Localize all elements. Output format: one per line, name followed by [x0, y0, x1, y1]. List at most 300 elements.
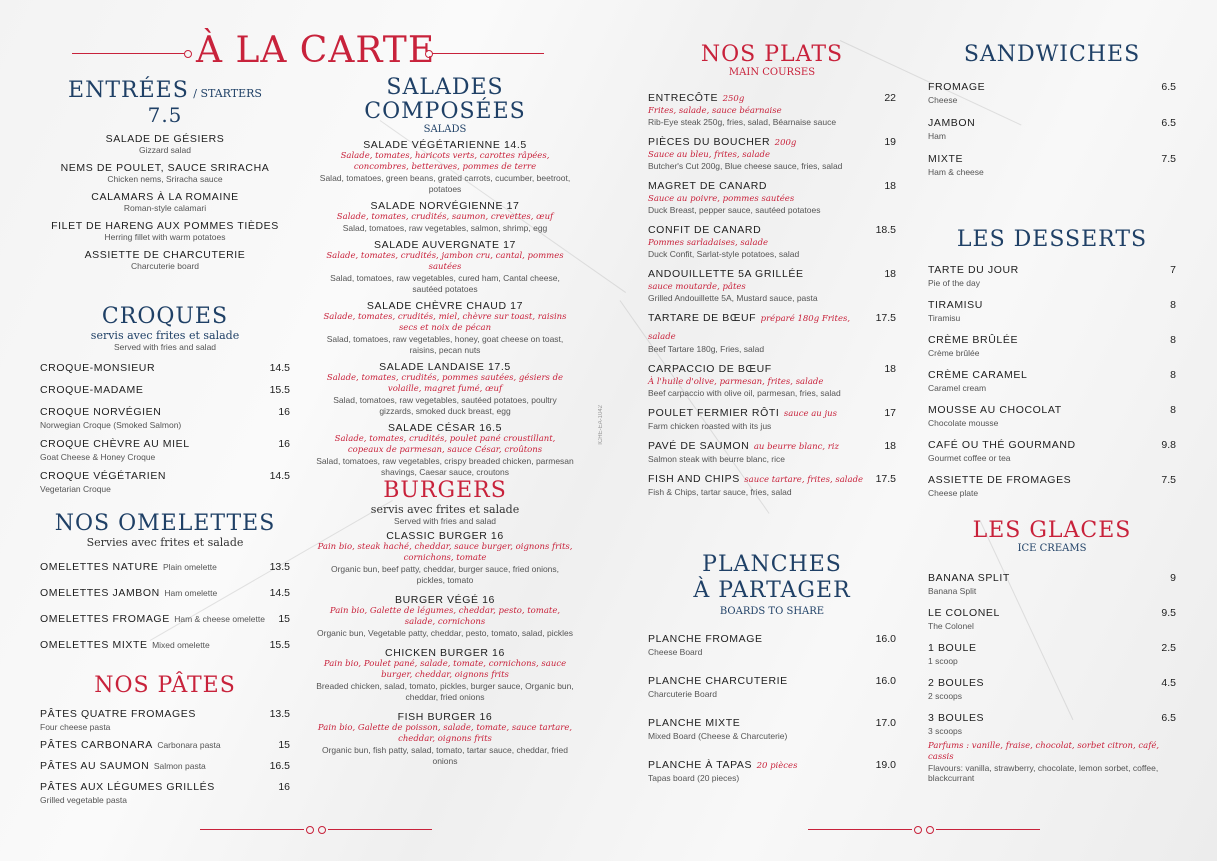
list-item	[648, 671, 896, 699]
croques-subtitle: servis avec frites et salade	[90, 329, 240, 342]
list-item	[928, 673, 1176, 701]
entrees-title-suffix: / STARTERS	[193, 87, 262, 100]
item-label	[648, 629, 763, 647]
item-name: CRÈME CARAMEL	[928, 369, 1028, 381]
croques-section	[30, 304, 300, 498]
item-desc: Frites, salade, sauce béarnaise	[648, 106, 782, 116]
item-sub: Ham	[928, 131, 946, 141]
item-sub: Tiramisu	[928, 313, 961, 323]
item-price: 16	[278, 781, 290, 793]
item-price: 8	[1170, 299, 1176, 311]
list-item	[928, 295, 1176, 323]
item-name: 2 BOULES	[928, 677, 985, 689]
item-sub: Salmon pasta	[153, 761, 206, 771]
item-sub: Ham & cheese	[928, 167, 984, 177]
item-desc: À l'huile d'olive, parmesan, frites, salade	[648, 377, 824, 387]
list-item	[316, 300, 574, 356]
list-item	[316, 647, 574, 703]
item-label	[928, 673, 984, 691]
item-sub: Rib-Eye steak 250g, fries, salad, Béarnaise sauce	[648, 117, 837, 127]
list-item	[648, 132, 896, 171]
item-sub: Salad, tomatoes, raw vegetables, sautéed potatoes, poultry gizzards, smoked duck breast, egg	[333, 395, 557, 416]
item-desc: Pain bio, Poulet pané, salade, tomate, cornichons, sauce burger, cheddar, oignons frits	[323, 659, 567, 680]
list-item	[928, 708, 1176, 736]
item-row	[648, 88, 896, 106]
plats-subtitle: MAIN COURSES	[728, 67, 816, 78]
item-sub: Plain omelette	[162, 562, 217, 572]
item-sub: Fish & Chips, tartar sauce, fries, salad	[648, 487, 792, 497]
list-item	[928, 149, 1176, 177]
plats-section	[648, 42, 896, 502]
item-sub: Salad, tomatoes, raw vegetables, crispy breaded chicken, parmesan shavings, Caesar sauce, croutons	[316, 456, 574, 477]
item-sub: Cheese plate	[928, 488, 979, 498]
glaces-flavours-fr: Parfums : vanille, fraise, chocolat, sorbet citron, café, cassis	[928, 741, 1160, 762]
item-sub: Vegetarian Croque	[40, 484, 111, 494]
item-name-suffix: sauce au jus	[783, 409, 837, 419]
item-desc: Salade, tomates, crudités, jambon cru, cantal, pommes sautées	[326, 251, 564, 272]
list-item	[648, 308, 896, 354]
list-item	[648, 629, 896, 657]
list-item	[928, 260, 1176, 288]
item-label	[648, 755, 797, 773]
item-sub: Mixed omelette	[152, 640, 210, 650]
sandwiches-title: SANDWICHES	[963, 42, 1141, 67]
list-item	[316, 530, 574, 586]
list-item	[648, 713, 896, 741]
item-name-suffix: sauce tartare, frites, salade	[744, 475, 864, 485]
item-name: PLANCHE À TAPAS	[648, 759, 753, 771]
item-name: CAFÉ OU THÉ GOURMAND	[928, 439, 1076, 451]
list-item	[40, 609, 290, 627]
item-row	[928, 260, 1176, 278]
item-label	[928, 470, 1071, 488]
item-sub: Salad, tomatoes, green beans, grated carrots, cucumber, beetroot, potatoes	[319, 173, 571, 194]
list-item	[928, 113, 1176, 141]
item-name: 3 BOULES	[928, 712, 985, 724]
item-label	[40, 358, 155, 376]
item-label	[648, 671, 788, 689]
item-row	[40, 434, 290, 452]
glaces-subtitle: ICE CREAMS	[1017, 543, 1087, 554]
list-item	[648, 755, 896, 783]
item-name: SALADE LANDAISE 17.5	[379, 361, 511, 373]
list-item	[648, 403, 896, 431]
list-item	[40, 466, 290, 494]
item-name: FROMAGE	[928, 81, 986, 93]
item-desc: Sauce au bleu, frites, salade	[648, 150, 770, 160]
item-label	[40, 635, 210, 653]
list-item	[40, 402, 290, 430]
item-name: MIXTE	[928, 153, 964, 165]
burgers-subtitle: servis avec frites et salade	[370, 503, 520, 516]
list-item	[928, 568, 1176, 596]
pates-section	[30, 673, 300, 808]
item-name: PLANCHE MIXTE	[648, 717, 741, 729]
item-name: PÂTES QUATRE FROMAGES	[40, 708, 196, 720]
item-name: CROQUE NORVÉGIEN	[40, 406, 162, 418]
item-row	[40, 756, 290, 774]
item-name: LE COLONEL	[928, 607, 1000, 619]
list-item	[316, 711, 574, 767]
item-name-suffix: 250g	[722, 94, 745, 104]
item-label	[40, 704, 196, 722]
item-name: MAGRET DE CANARD	[648, 180, 768, 192]
item-sub: Ham & cheese omelette	[174, 614, 265, 624]
list-item	[928, 638, 1176, 666]
list-item	[928, 400, 1176, 428]
item-name: SALADE VÉGÉTARIENNE 14.5	[363, 139, 527, 151]
item-name: CONFIT DE CANARD	[648, 224, 762, 236]
item-sub: Salmon steak with beurre blanc, rice	[648, 454, 786, 464]
item-sub: Salad, tomatoes, raw vegetables, cured ham, Cantal cheese, sautéed potatoes	[330, 273, 560, 294]
pates-title: NOS PÂTES	[94, 673, 236, 698]
item-sub: Banana Split	[928, 586, 977, 596]
item-name: TIRAMISU	[928, 299, 983, 311]
item-label	[648, 308, 876, 344]
list-item	[40, 380, 290, 398]
item-row	[928, 708, 1176, 726]
item-name: BANANA SPLIT	[928, 572, 1010, 584]
item-row	[648, 755, 896, 773]
list-item	[928, 77, 1176, 105]
item-sub: Charcuterie Board	[648, 689, 717, 699]
item-price: 18	[884, 268, 896, 280]
item-price: 16.0	[875, 633, 896, 645]
item-row	[40, 704, 290, 722]
item-row	[928, 149, 1176, 167]
item-name: OMELETTES NATURE	[40, 561, 159, 573]
item-label	[648, 220, 761, 238]
item-row	[40, 402, 290, 420]
entrees-title: ENTRÉES	[68, 78, 189, 103]
item-desc: Salade, tomates, haricots verts, carottes râpées, concombres, betteraves, pommes de terre	[340, 151, 550, 172]
item-row	[648, 671, 896, 689]
item-name: CROQUE-MONSIEUR	[40, 362, 156, 374]
item-price: 18	[884, 363, 896, 375]
salades-section	[316, 76, 574, 483]
item-row	[928, 673, 1176, 691]
salades-subtitle: SALADS	[423, 124, 467, 135]
item-name: OMELETTES MIXTE	[40, 639, 148, 651]
item-price: 2.5	[1161, 642, 1176, 654]
item-row	[648, 220, 896, 238]
item-name: ENTRECÔTE	[648, 92, 719, 104]
desserts-title: LES DESSERTS	[956, 227, 1148, 252]
item-price: 17	[884, 407, 896, 419]
item-name: ASSIETTE DE FROMAGES	[928, 474, 1072, 486]
item-label	[648, 359, 772, 377]
item-row	[648, 176, 896, 194]
item-desc: Pommes sarladaises, salade	[648, 238, 769, 248]
item-price: 13.5	[269, 561, 290, 573]
desserts-section	[928, 227, 1176, 505]
list-item	[40, 756, 290, 774]
item-name: SALADE DE GÉSIERS	[105, 133, 225, 145]
item-row	[648, 308, 896, 344]
item-name: ANDOUILLETTE 5A GRILLÉE	[648, 268, 804, 280]
item-name: CRÈME BRÛLÉE	[928, 334, 1019, 346]
item-price: 4.5	[1161, 677, 1176, 689]
item-name: PIÈCES DU BOUCHER	[648, 136, 771, 148]
item-row	[648, 264, 896, 282]
item-label	[648, 403, 837, 421]
item-row	[928, 365, 1176, 383]
item-label	[40, 466, 166, 484]
item-label	[40, 756, 206, 774]
item-name: MOUSSE AU CHOCOLAT	[928, 404, 1062, 416]
item-price: 13.5	[269, 708, 290, 720]
item-price: 16.5	[269, 760, 290, 772]
item-label	[40, 609, 265, 627]
item-row	[40, 777, 290, 795]
list-item	[40, 635, 290, 653]
item-name-suffix: préparé 180g Frites, salade	[648, 314, 851, 342]
item-sub: Roman-style calamari	[123, 203, 207, 213]
item-name: 1 BOULE	[928, 642, 977, 654]
item-name-suffix: 20 pièces	[756, 761, 798, 771]
item-name: TARTE DU JOUR	[928, 264, 1019, 276]
entrees-section	[30, 78, 300, 278]
item-label	[40, 557, 217, 575]
list-item	[40, 735, 290, 753]
item-desc: Salade, tomates, crudités, pommes sautées, gésiers de volaille, magret fumé, œuf	[326, 373, 564, 394]
item-label	[648, 132, 796, 150]
item-name-suffix: au beurre blanc, riz	[753, 442, 840, 452]
item-label	[928, 260, 1019, 278]
item-label	[928, 568, 1010, 586]
item-name: PÂTES AUX LÉGUMES GRILLÉS	[40, 781, 215, 793]
planches-title-2: À PARTAGER	[693, 578, 851, 603]
salades-title-2: COMPOSÉES	[364, 99, 526, 124]
glaces-section	[928, 518, 1176, 783]
item-price: 6.5	[1161, 81, 1176, 93]
item-price: 15	[278, 739, 290, 751]
item-label	[928, 638, 977, 656]
list-item	[648, 220, 896, 259]
item-row	[928, 603, 1176, 621]
item-price: 19	[884, 136, 896, 148]
item-sub: Grilled Andouillette 5A, Mustard sauce, pasta	[648, 293, 818, 303]
item-row	[40, 583, 290, 601]
item-name: PÂTES AU SAUMON	[40, 760, 150, 772]
item-price: 15.5	[269, 639, 290, 651]
item-row	[928, 330, 1176, 348]
item-desc: Pain bio, Galette de légumes, cheddar, pesto, tomate, salade, cornichons	[329, 606, 561, 627]
item-price: 16	[278, 406, 290, 418]
item-sub: Organic bun, fish patty, salad, tomato, tartar sauce, cheddar, fried onions	[321, 745, 568, 766]
list-item	[316, 422, 574, 478]
item-sub: Ham omelette	[164, 588, 218, 598]
item-row	[648, 403, 896, 421]
item-row	[648, 436, 896, 454]
item-label	[928, 149, 963, 167]
print-code: ICHE-EA-1042	[598, 405, 604, 445]
item-row	[40, 358, 290, 376]
item-price: 17.5	[875, 473, 896, 485]
item-row	[648, 629, 896, 647]
item-price: 22	[884, 92, 896, 104]
item-sub: Duck Breast, pepper sauce, sautéed potatoes	[648, 205, 821, 215]
list-item	[40, 557, 290, 575]
item-label	[40, 777, 215, 795]
item-label	[928, 113, 975, 131]
item-sub: Mixed Board (Cheese & Charcuterie)	[648, 731, 788, 741]
item-sub: Salad, tomatoes, raw vegetables, salmon, shrimp, egg	[342, 223, 548, 233]
item-name: PAVÉ DE SAUMON	[648, 440, 750, 452]
item-price: 14.5	[269, 470, 290, 482]
item-name: SALADE NORVÉGIENNE 17	[370, 200, 520, 212]
item-desc: Salade, tomates, crudités, poulet pané croustillant, copeaux de parmesan, sauce César, croûtons	[334, 434, 556, 455]
item-row	[928, 435, 1176, 453]
list-item	[928, 435, 1176, 463]
item-sub: Goat Cheese & Honey Croque	[40, 452, 156, 462]
item-price: 7.5	[1161, 474, 1176, 486]
item-name-suffix: 200g	[774, 138, 797, 148]
item-price: 9.8	[1161, 439, 1176, 451]
item-label	[928, 295, 983, 313]
item-row	[648, 713, 896, 731]
list-item	[648, 359, 896, 398]
item-price: 14.5	[269, 362, 290, 374]
item-price: 18	[884, 180, 896, 192]
item-name: PLANCHE FROMAGE	[648, 633, 763, 645]
list-item	[316, 361, 574, 417]
item-row	[648, 359, 896, 377]
item-sub: Carbonara pasta	[157, 740, 221, 750]
item-sub: Four cheese pasta	[40, 722, 111, 732]
item-label	[40, 583, 217, 601]
list-item	[316, 200, 574, 234]
item-name: SALADE CHÈVRE CHAUD 17	[366, 300, 524, 312]
item-name: FILET DE HARENG AUX POMMES TIÈDES	[51, 220, 279, 232]
item-sub: Chocolate mousse	[928, 418, 999, 428]
list-item	[30, 249, 300, 271]
item-price: 14.5	[269, 587, 290, 599]
item-row	[928, 77, 1176, 95]
sandwiches-section	[928, 42, 1176, 185]
item-price: 6.5	[1161, 712, 1176, 724]
item-sub: Beef carpaccio with olive oil, parmesan, fries, salad	[648, 388, 841, 398]
list-item	[648, 436, 896, 464]
item-label	[928, 708, 984, 726]
item-sub: Grilled vegetable pasta	[40, 795, 127, 805]
item-desc: Sauce au poivre, pommes sautées	[648, 194, 795, 204]
item-price: 17.5	[875, 312, 896, 324]
item-label	[648, 469, 863, 487]
list-item	[30, 220, 300, 242]
item-name: PÂTES CARBONARA	[40, 739, 153, 751]
item-row	[40, 466, 290, 484]
item-name: CLASSIC BURGER 16	[386, 530, 504, 542]
item-label	[648, 88, 744, 106]
planches-title-1: PLANCHES	[702, 552, 842, 577]
item-sub: Organic bun, Vegetable patty, cheddar, pesto, tomato, salad, pickles	[317, 628, 573, 638]
item-row	[928, 295, 1176, 313]
item-price: 19.0	[875, 759, 896, 771]
item-row	[40, 557, 290, 575]
item-sub: 3 scoops	[928, 726, 963, 736]
item-name: FISH BURGER 16	[397, 711, 493, 723]
item-name: OMELETTES FROMAGE	[40, 613, 170, 625]
item-price: 6.5	[1161, 117, 1176, 129]
item-row	[928, 638, 1176, 656]
item-sub: Salad, tomatoes, raw vegetables, honey, goat cheese on toast, raisins, pecan nuts	[326, 334, 564, 355]
planches-subtitle: BOARDS TO SHARE	[719, 606, 825, 617]
item-label	[40, 402, 161, 420]
item-price: 8	[1170, 369, 1176, 381]
item-label	[928, 400, 1062, 418]
list-item	[928, 470, 1176, 498]
item-sub: Organic bun, beef patty, cheddar, burger sauce, fried onions, pickles, tomato	[330, 564, 560, 585]
list-item	[928, 603, 1176, 631]
item-name: BURGER VÉGÉ 16	[394, 594, 495, 606]
list-item	[648, 469, 896, 497]
item-sub: Farm chicken roasted with its jus	[648, 421, 772, 431]
item-sub: 1 scoop	[928, 656, 958, 666]
item-price: 8	[1170, 404, 1176, 416]
item-label	[40, 434, 190, 452]
item-sub: Charcuterie board	[130, 261, 200, 271]
item-name: CROQUE CHÈVRE AU MIEL	[40, 438, 190, 450]
list-item	[648, 264, 896, 303]
page-title: À LA CARTE	[196, 30, 436, 71]
item-row	[928, 113, 1176, 131]
omelettes-section	[30, 511, 300, 661]
item-price: 18	[884, 440, 896, 452]
item-name: PLANCHE CHARCUTERIE	[648, 675, 788, 687]
item-sub: Cheese	[928, 95, 958, 105]
item-sub: Pie of the day	[928, 278, 980, 288]
list-item	[648, 88, 896, 127]
item-label	[928, 365, 1027, 383]
item-row	[40, 609, 290, 627]
list-item	[40, 358, 290, 376]
item-sub: Duck Confit, Sarlat-style potatoes, salad	[648, 249, 800, 259]
item-price: 9	[1170, 572, 1176, 584]
item-sub: Beef Tartare 180g, Fries, salad	[648, 344, 765, 354]
list-item	[40, 777, 290, 805]
item-name: SALADE CÉSAR 16.5	[387, 422, 503, 434]
item-price: 18.5	[875, 224, 896, 236]
item-sub: 2 scoops	[928, 691, 963, 701]
plats-title: NOS PLATS	[700, 42, 844, 67]
item-name: TARTARE DE BŒUF	[648, 312, 757, 324]
item-price: 15.5	[269, 384, 290, 396]
item-label	[928, 603, 1000, 621]
item-sub: Norwegian Croque (Smoked Salmon)	[40, 420, 182, 430]
glaces-flavours-en: Flavours: vanilla, strawberry, chocolate, lemon sorbet, coffee, blackcurrant	[928, 763, 1159, 783]
item-sub: Breaded chicken, salad, tomato, pickles, burger sauce, Organic bun, cheddar, fried onions	[316, 681, 574, 702]
item-sub: Butcher's Cut 200g, Blue cheese sauce, fries, salad	[648, 161, 843, 171]
item-price: 17.0	[875, 717, 896, 729]
item-price: 16.0	[875, 675, 896, 687]
list-item	[40, 434, 290, 462]
item-row	[928, 470, 1176, 488]
item-desc: Pain bio, steak haché, cheddar, sauce burger, oignons frits, cornichons, tomate	[317, 542, 573, 563]
list-item	[928, 365, 1176, 393]
item-name: CROQUE VÉGÉTARIEN	[40, 470, 167, 482]
item-name: POULET FERMIER RÔTI	[648, 407, 780, 419]
item-sub: Gourmet coffee or tea	[928, 453, 1011, 463]
list-item	[40, 583, 290, 601]
glaces-title: LES GLACES	[972, 518, 1132, 543]
item-desc: Salade, tomates, crudités, saumon, crevettes, œuf	[336, 212, 554, 222]
item-row	[40, 380, 290, 398]
list-item	[30, 162, 300, 184]
item-desc: sauce moutarde, pâtes	[648, 282, 746, 292]
item-label	[40, 735, 221, 753]
croques-title: CROQUES	[101, 304, 229, 329]
